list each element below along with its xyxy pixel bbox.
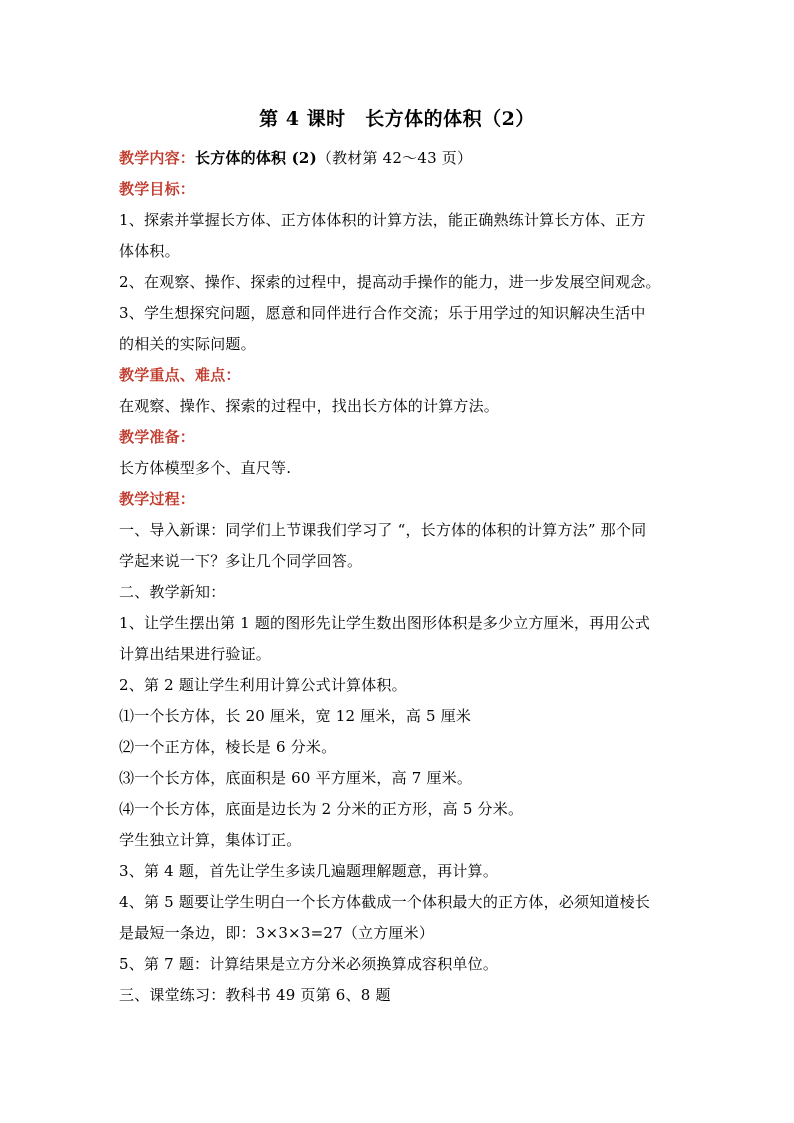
process-line: ⑴一个长方体，长 20 厘米，宽 12 厘米，高 5 厘米 bbox=[119, 707, 472, 725]
content-line bbox=[119, 143, 679, 174]
process-line: 4、第 5 题要让学生明白一个长方体截成一个体积最大的正方体，必须知道棱长 bbox=[119, 893, 651, 911]
keypoint-line: 在观察、操作、探索的过程中，找出长方体的计算方法。 bbox=[119, 397, 500, 415]
process-line: 学起来说一下？多让几个同学回答。 bbox=[119, 552, 363, 570]
process-line: 学生独立计算，集体订正。 bbox=[119, 831, 302, 849]
lesson-content bbox=[119, 143, 679, 1011]
process-line: 一、导入新课：同学们上节课我们学习了 “，长方体的体积的计算方法” 那个同 bbox=[119, 521, 647, 539]
objective-line: 体体积。 bbox=[119, 242, 180, 260]
objective-line: 1、探索并掌握长方体、正方体体积的计算方法，能正确熟练计算长方体、正方 bbox=[119, 211, 646, 229]
process-line: 3、第 4 题，首先让学生多读几遍题理解题意，再计算。 bbox=[119, 862, 499, 880]
process-line: 2、第 2 题让学生利用计算公式计算体积。 bbox=[119, 676, 407, 694]
preparation-line: 长方体模型多个、直尺等. bbox=[119, 459, 292, 477]
objectives-heading: 教学目标： bbox=[119, 180, 196, 198]
content-heading: 教学内容： bbox=[119, 149, 196, 167]
process-line: ⑶一个长方体，底面积是 60 平方厘米，高 7 厘米。 bbox=[119, 769, 473, 787]
process-line: 三、课堂练习：教科书 49 页第 6、8 题 bbox=[119, 986, 391, 1004]
process-line: ⑷一个长方体，底面是边长为 2 分米的正方形，高 5 分米。 bbox=[119, 800, 524, 818]
process-line: 1、让学生摆出第 1 题的图形先让学生数出图形体积是多少立方厘米，再用公式 bbox=[119, 614, 651, 632]
objective-line: 的相关的实际问题。 bbox=[119, 335, 256, 353]
objective-line: 2、在观察、操作、探索的过程中，提高动手操作的能力，进一步发展空间观念。 bbox=[119, 273, 661, 291]
process-line: 二、教学新知： bbox=[119, 583, 226, 601]
process-line: 计算出结果进行验证。 bbox=[119, 645, 272, 663]
process-line: 是最短一条边，即：3×3×3=27（立方厘米） bbox=[119, 924, 435, 942]
preparation-heading: 教学准备： bbox=[119, 428, 196, 446]
keypoints-heading: 教学重点、难点： bbox=[119, 366, 241, 384]
process-line: 5、第 7 题：计算结果是立方分米必须换算成容积单位。 bbox=[119, 955, 499, 973]
page-title: 第 4 课时 长方体的体积（2） bbox=[259, 108, 535, 130]
process-heading: 教学过程： bbox=[119, 490, 196, 508]
content-reference: （教材第 42～43 页） bbox=[316, 149, 473, 167]
content-topic: 长方体的体积 (2) bbox=[195, 149, 317, 167]
objective-line: 3、学生想探究问题，愿意和同伴进行合作交流；乐于用学过的知识解决生活中 bbox=[119, 304, 646, 322]
process-line: ⑵一个正方体，棱长是 6 分米。 bbox=[119, 738, 337, 756]
